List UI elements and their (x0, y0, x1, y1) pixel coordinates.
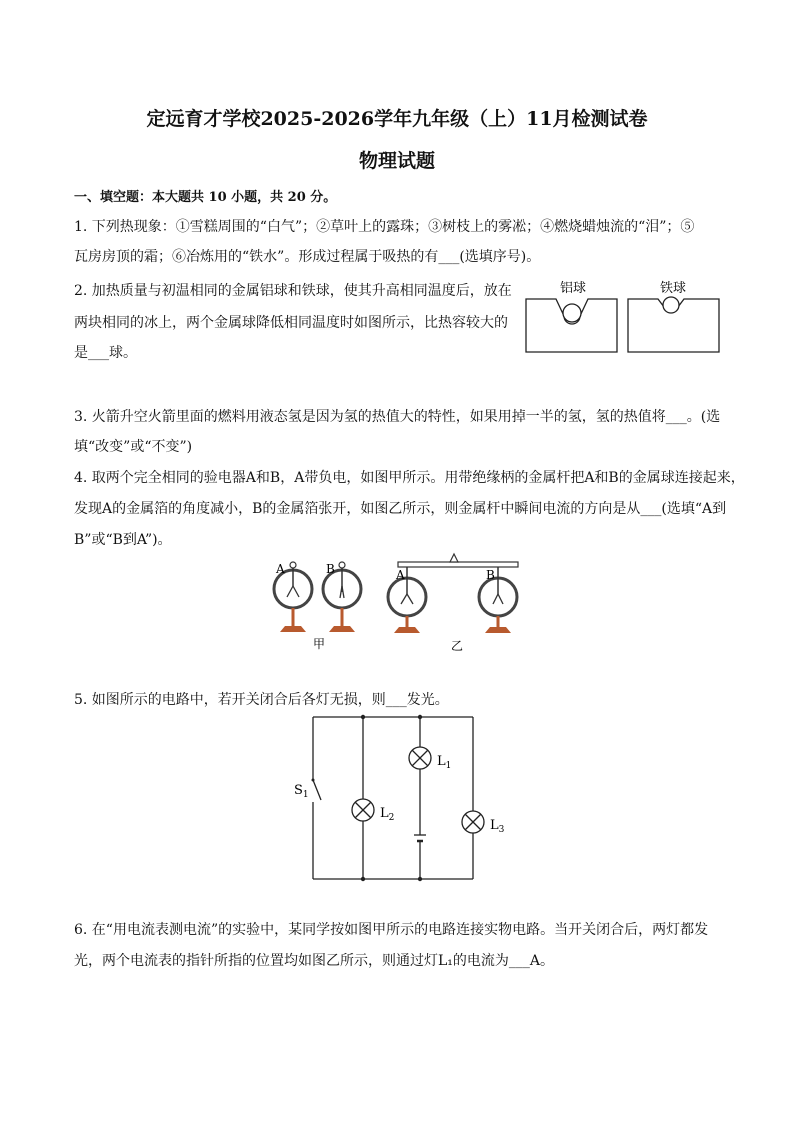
switch-s1 (313, 780, 321, 800)
q2-line-1: 2. 加热质量与初温相同的金属铝球和铁球，使其升高相同温度后，放在 (74, 283, 512, 299)
circuit-diagram (290, 710, 520, 886)
q6-line-2: 光，两个电流表的指针所指的位置均如图乙所示，则通过灯L₁的电流为___A。 (74, 953, 555, 969)
fig-jia-caption: 甲 (313, 637, 326, 651)
electroscope-a-yi (388, 567, 426, 633)
q1-line-2: 瓦房房顶的霜；⑥冶炼用的“铁水”。形成过程属于吸热的有___(选填序号)。 (74, 249, 541, 265)
q3-line-1: 3. 火箭升空火箭里面的燃料用液态氢是因为氢的热值大的特性，如果用掉一半的氢，氢的热值将___。(选 (74, 409, 721, 425)
q2-line-3: 是___球。 (74, 345, 137, 361)
q4-line-3: B”或“B到A”)。 (74, 532, 172, 548)
iron-ball-label: 铁球 (660, 281, 687, 296)
jia-label-a: A (276, 562, 285, 576)
q6-line-1: 6. 在“用电流表测电流”的实验中，某同学按如图甲所示的电路连接实物电路。当开关闭合后，两灯都发 (74, 922, 709, 938)
page-title: 定远育才学校2025-2026学年九年级（上）11月检测试卷 (146, 108, 648, 130)
lamp-l2 (352, 799, 374, 821)
label-s1: $S_1$ (294, 783, 309, 800)
label-l2: $L_2$ (380, 806, 395, 823)
page-subtitle: 物理试题 (358, 150, 435, 172)
aluminum-ball (563, 304, 581, 322)
label-l3: $L_3$ (490, 818, 505, 835)
label-l1: $L_1$ (437, 754, 452, 771)
lamp-l3 (462, 811, 484, 833)
electroscope-b-yi (479, 567, 517, 633)
aluminum-ball-label: 铝球 (560, 281, 587, 296)
yi-label-b: B (486, 568, 495, 582)
q1-line-1: 1. 下列热现象：①雪糕周围的“白气”；②草叶上的露珠；③树枝上的雾凇；④燃烧蜡烛流的“泪”；⑤ (74, 219, 695, 235)
q4-line-1: 4. 取两个完全相同的验电器A和B，A带负电，如图甲所示。用带绝缘柄的金属杆把A和B的金属球连接起来， (74, 470, 745, 486)
q3-line-2: 填“改变”或“不变”) (74, 439, 193, 455)
battery (414, 835, 426, 841)
yi-label-a: A (396, 568, 405, 582)
q5-line-1: 5. 如图所示的电路中，若开关闭合后各灯无损，则___发光。 (74, 692, 449, 708)
iron-ball (663, 297, 679, 313)
fig-yi-caption: 乙 (451, 639, 464, 653)
jia-label-b: B (326, 562, 335, 576)
electroscope-figure (268, 552, 524, 656)
insulating-handle (450, 554, 458, 562)
q4-line-2: 发现A的金属箔的角度减小，B的金属箔张开，如图乙所示，则金属杆中瞬间电流的方向是从___(选填“A到 (74, 501, 727, 517)
section-heading: 一、填空题：本大题共 10 小题，共 20 分。 (74, 190, 337, 205)
metal-rod (398, 562, 518, 567)
ice-block-figure (520, 276, 725, 358)
lamp-l1 (409, 747, 431, 769)
q2-line-2: 两块相同的冰上，两个金属球降低相同温度时如图所示，比热容较大的 (74, 315, 508, 331)
